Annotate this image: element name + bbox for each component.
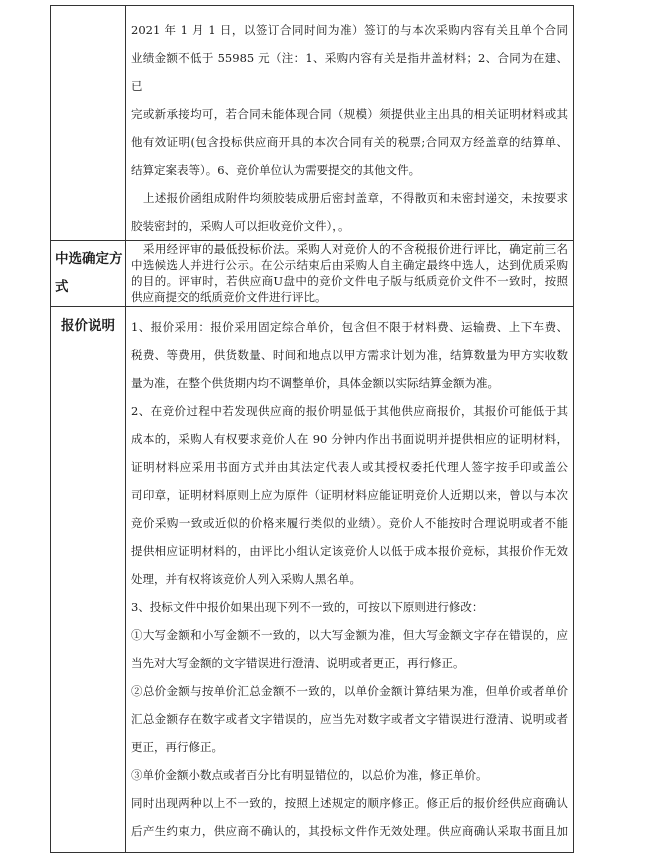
quotation-notes-text — [126, 307, 573, 852]
row-qualification-continued — [51, 6, 573, 240]
row-selection-method — [51, 240, 573, 306]
text-line: 3、投标文件中报价如果出现下列不一致的，可按以下原则进行修改： — [131, 600, 484, 614]
text-line: 完或新承接均可，若合同未能体现合同（规模）须提供业主出具的相关证明材料或其 — [131, 107, 568, 121]
text-line: 成本的，采购人有权要求竞价人在 90 分钟内作出书面说明并提供相应的证明材料， — [131, 432, 568, 446]
text-line: 处理，并有权将该竞价人列入采购人黑名单。 — [131, 572, 361, 586]
text-line: 结算定案表等）。6、竞价单位认为需要提交的其他文件。 — [131, 163, 421, 177]
text-line: 司印章，证明材料原则上应为原件（证明材料应能证明竞价人近期以来，曾以与本次 — [131, 488, 568, 502]
text-line: 他有效证明(包含投标供应商开具的本次合同有关的税票;合同双方经盖章的结算单、 — [131, 135, 568, 149]
text-line: 后产生约束力，供应商不确认的，其投标文件作无效处理。供应商确认采取书面且加 — [131, 824, 568, 838]
text-line: 同时出现两种以上不一致的，按照上述规定的顺序修正。修正后的报价经供应商确认 — [131, 796, 568, 810]
text-line: 的目的。评审时，若供应商U盘中的竞价文件电子版与纸质竞价文件不一致时，按照 — [131, 274, 568, 288]
text-line: 证明材料应采用书面方式并由其法定代表人或其授权委托代理人签字按手印或盖公 — [131, 460, 568, 474]
text-line: 中选候选人并进行公示。在公示结束后由采购人自主确定最终中选人，达到优质采购 — [131, 258, 568, 272]
text-line: 税费、等费用，供货数量、时间和地点以甲方需求计划为准，结算数量为甲方实收数 — [131, 348, 568, 362]
text-line: 采用经评审的最低投标价法。采购人对竞价人的不含税报价进行评比，确定前三名 — [143, 242, 568, 256]
text-line: 量为准，在整个供货期内均不调整单价，具体金额以实际结算金额为准。 — [131, 376, 499, 390]
text-line: 1、报价采用：报价采用固定综合单价，包含但不限于材料费、运输费、上下车费、 — [131, 320, 568, 334]
row-label-selection-method — [51, 241, 126, 306]
procurement-requirements-table — [50, 5, 574, 853]
row-label-empty — [51, 6, 126, 240]
qualification-text — [126, 6, 573, 240]
text-line: ②总价金额与按单价汇总金额不一致的，以单价金额计算结果为准，但单价或者单价 — [131, 684, 568, 698]
text-line: 汇总金额存在数字或者文字错误的，应当先对数字或者文字错误进行澄清、说明或者 — [131, 712, 568, 726]
label-line: 中选确定方 — [55, 251, 123, 267]
row-quotation-notes — [51, 306, 573, 852]
row-label-quotation-notes: 报价说明 — [51, 307, 126, 852]
text-line: 提供相应证明材料的，由评比小组认定该竞价人以低于成本报价竞标，其报价作无效 — [131, 544, 568, 558]
text-line: 当先对大写金额的文字错误进行澄清、说明或者更正，再行修正。 — [131, 656, 465, 670]
text-line: 竞价采购一致或近似的价格来履行类似的业绩）。竞价人不能按时合理说明或者不能 — [131, 516, 568, 530]
text-line: ①大写金额和小写金额不一致的，以大写金额为准，但大写金额文字存在错误的，应 — [131, 628, 568, 642]
text-line: 业绩金额不低于 55985 元（注：1、采购内容有关是指井盖材料；2、合同为在建、已 — [131, 51, 568, 93]
text-line: 2021 年 1 月 1 日，以签订合同时间为准）签订的与本次采购内容有关且单个合同 — [131, 23, 568, 37]
text-line: ③单价金额小数点或者百分比有明显错位的，以总价为准，修正单价。 — [131, 768, 488, 782]
text-line: 上述报价函组成附件均须胶装成册后密封盖章，不得散页和未密封递交，未按要求 — [143, 191, 568, 205]
text-line: 供应商提交的纸质竞价文件进行评比。 — [131, 290, 327, 304]
selection-method-text — [126, 241, 573, 306]
label-line: 式 — [55, 279, 69, 295]
text-line: 2、在竞价过程中若发现供应商的报价明显低于其他供应商报价，其报价可能低于其 — [131, 404, 568, 418]
text-line: 更正，再行修正。 — [131, 740, 223, 754]
text-line: 胶装密封的，采购人可以拒收竞价文件），。 — [131, 219, 350, 233]
